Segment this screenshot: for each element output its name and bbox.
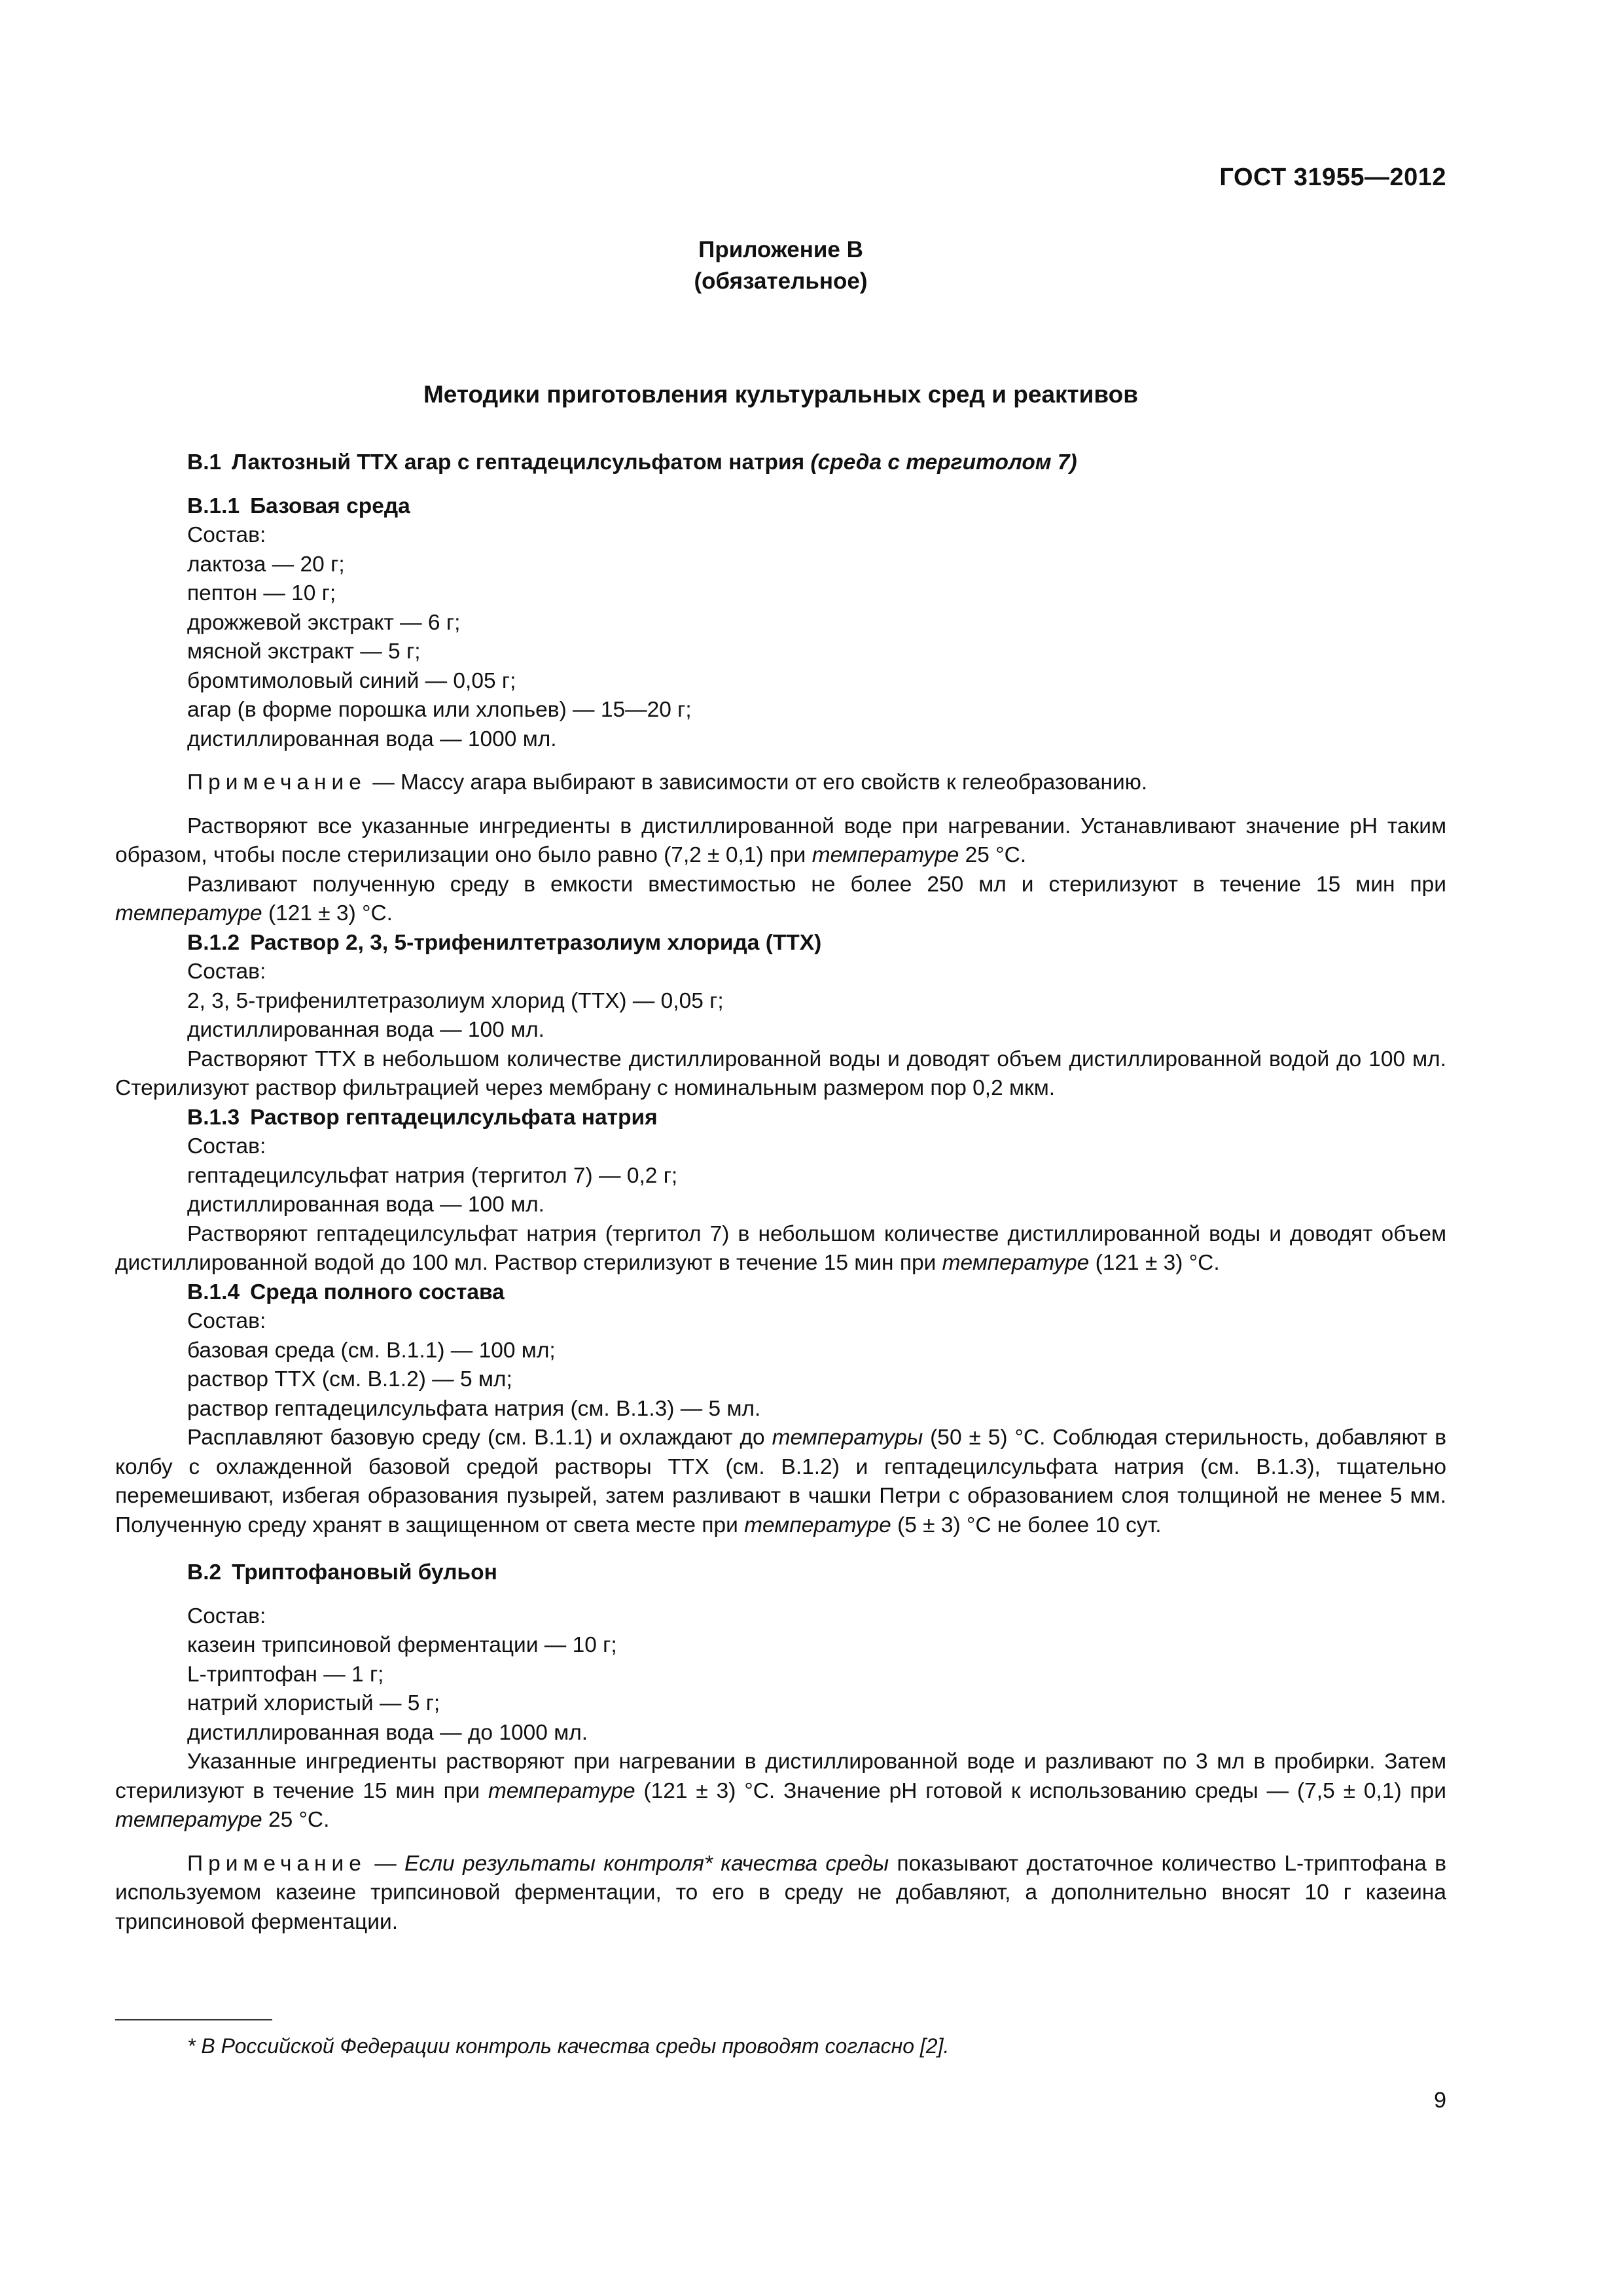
italic-run: температуре — [115, 901, 262, 925]
annex-label: Приложение В — [698, 237, 863, 262]
body-paragraph — [115, 870, 1446, 929]
body-paragraph: Растворяют ТТХ в небольшом количестве дистиллированной воды и доводят объем дистиллированной водой до 100 мл. Стерилизуют раствор фильтрацией через мембрану с номинальным размером пор 0,2 мкм. — [115, 1047, 1446, 1100]
section-title: Триптофановый бульон — [232, 1560, 497, 1585]
annex-title: Методики приготовления культуральных сред и реактивов — [423, 381, 1139, 408]
ingredient-item: дистиллированная вода — 100 мл. — [187, 1018, 544, 1042]
text-run: — — [366, 1851, 405, 1876]
document-page — [115, 0, 1446, 2296]
note-text: показывают достаточное количество L-триптофана в используемом казеине трипсиновой ферментации, то его в среду не добавляют, а дополнительно вносят 10 г казеина трипсиновой ферментации. — [115, 1851, 1447, 1934]
text-run: Разливают полученную среду в емкости вместимостью не более 250 мл и стерилизуют в течение 15 мин при — [187, 872, 1446, 897]
section-title-italic: (среда с тергитолом 7) — [810, 450, 1077, 475]
note-label: Примечание — [187, 1851, 366, 1876]
text-run: Растворяют все указанные ингредиенты в дистиллированной воде при нагревании. Устанавливают значение pH таким образом, чтобы после стерилизации оно было равно (7,2 ± 0,1) при — [115, 814, 1446, 867]
ingredient-item: мясной экстракт — 5 г; — [187, 639, 421, 664]
body-paragraph — [115, 1424, 1446, 1540]
text-run: Указанные ингредиенты растворяют при нагревании в дистиллированной воде и разливают по 3 мл в пробирки. Затем стерилизуют в течение 15 мин при — [115, 1749, 1446, 1803]
text-run: (121 ± 3) °С. Значение pH готовой к использованию среды — (7,5 ± 0,1) при — [635, 1778, 1446, 1803]
text-run: 25 °С. — [262, 1808, 330, 1832]
section-b1-heading — [115, 448, 1446, 478]
subsection-number: В.1.4 — [187, 1280, 240, 1304]
ingredient-item: базовая среда (см. В.1.1) — 100 мл; — [187, 1338, 556, 1363]
ingredient-item: 2, 3, 5-трифенилтетразолиум хлорид (ТТХ) — 0,05 г; — [187, 988, 724, 1013]
body-paragraph — [115, 812, 1446, 870]
footnote-separator — [115, 2019, 272, 2020]
italic-run: Если результаты контроля* качества среды — [404, 1851, 889, 1876]
page-number: 9 — [1434, 2088, 1446, 2113]
italic-run: температуре — [812, 843, 959, 867]
ingredient-item: пептон — 10 г; — [187, 581, 336, 605]
italic-run: температуре — [744, 1513, 891, 1537]
section-number: В.1 — [187, 450, 222, 475]
footnote: * В Российской Федерации контроль качества среды проводят согласно [2]. — [187, 2034, 950, 2058]
subsection-b11-heading — [115, 492, 1446, 522]
section-b2-heading — [115, 1558, 1446, 1588]
ingredient-item: казеин трипсиновой ферментации — 10 г; — [187, 1633, 617, 1657]
text-run: Расплавляют базовую среду (см. В.1.1) и охлаждают до — [187, 1426, 772, 1450]
composition-label: Состав: — [187, 1134, 266, 1158]
subsection-number: В.1.2 — [187, 930, 240, 955]
text-run: (5 ± 3) °С не более 10 сут. — [891, 1513, 1162, 1537]
text-run: (50 ± 5) °С. Соблюдая стерильность, добавляют в колбу с охлажденной базовой средой растворы ТТХ (см. В.1.2) и гептадецилсульфата натрия (см. В.1.3), тщательно перемешивают, избегая образования пузырей, затем разливают в чашки Петри с образованием слоя толщиной не менее 5 мм. Полученную среду хранят в защищенном от света месте при — [115, 1426, 1447, 1537]
composition-label: Состав: — [187, 523, 266, 547]
ingredient-item: L-триптофан — 1 г; — [187, 1662, 384, 1687]
ingredient-item: бромтимоловый синий — 0,05 г; — [187, 668, 516, 693]
ingredient-item: раствор гептадецилсульфата натрия (см. В.1.3) — 5 мл. — [187, 1396, 761, 1421]
ingredient-item: дистиллированная вода — 100 мл. — [187, 1193, 544, 1217]
section-title: Лактозный ТТХ агар с гептадецилсульфатом натрия — [232, 450, 805, 475]
section-number: В.2 — [187, 1560, 222, 1585]
note-paragraph — [115, 768, 1446, 798]
italic-run: температуре — [488, 1778, 635, 1803]
body-paragraph — [115, 1748, 1446, 1835]
ingredient-item: натрий хлористый — 5 г; — [187, 1691, 440, 1715]
composition-label: Состав: — [187, 1604, 266, 1628]
document-code: ГОСТ 31955—2012 — [1219, 164, 1446, 191]
ingredient-item: дрожжевой экстракт — 6 г; — [187, 610, 461, 635]
ingredient-item: агар (в форме порошка или хлопьев) — 15—20 г; — [187, 698, 692, 722]
subsection-title: Раствор 2, 3, 5-трифенилтетразолиум хлорида (ТТХ) — [250, 930, 822, 955]
composition-label: Состав: — [187, 960, 266, 984]
ingredient-item: дистиллированная вода — 1000 мл. — [187, 726, 557, 751]
subsection-number: В.1.3 — [187, 1105, 240, 1130]
ingredient-item: лактоза — 20 г; — [187, 552, 345, 577]
composition-label: Состав: — [187, 1309, 266, 1333]
body-paragraph — [115, 1220, 1446, 1278]
subsection-b12-heading — [115, 929, 1446, 958]
italic-run: температуре — [942, 1251, 1090, 1275]
ingredient-item: раствор ТТХ (см. В.1.2) — 5 мл; — [187, 1367, 512, 1391]
subsection-title: Базовая среда — [250, 493, 410, 518]
ingredient-item: гептадецилсульфат натрия (тергитол 7) — 0,2 г; — [187, 1163, 678, 1188]
text-run: (121 ± 3) °С. — [262, 901, 393, 925]
text-run: Растворяют гептадецилсульфат натрия (тергитол 7) в небольшом количестве дистиллированной воды и доводят объем дистиллированной водой до 100 мл. Раствор стерилизуют в течение 15 мин при — [115, 1221, 1446, 1275]
text-run: 25 °С. — [959, 843, 1027, 867]
subsection-title: Раствор гептадецилсульфата натрия — [250, 1105, 658, 1130]
document-body — [115, 448, 1446, 1937]
subsection-b14-heading — [115, 1278, 1446, 1308]
note-text: — Массу агара выбирают в зависимости от его свойств к гелеобразованию. — [366, 770, 1148, 795]
subsection-b13-heading — [115, 1103, 1446, 1133]
subsection-number: В.1.1 — [187, 493, 240, 518]
subsection-title: Среда полного состава — [250, 1280, 505, 1304]
note-paragraph — [115, 1850, 1446, 1937]
note-label: Примечание — [187, 770, 366, 795]
italic-run: температуре — [115, 1808, 262, 1832]
annex-heading — [115, 234, 1446, 297]
italic-run: температуры — [772, 1426, 923, 1450]
ingredient-item: дистиллированная вода — до 1000 мл. — [187, 1720, 588, 1745]
text-run: (121 ± 3) °С. — [1089, 1251, 1220, 1275]
annex-status: (обязательное) — [694, 268, 868, 294]
